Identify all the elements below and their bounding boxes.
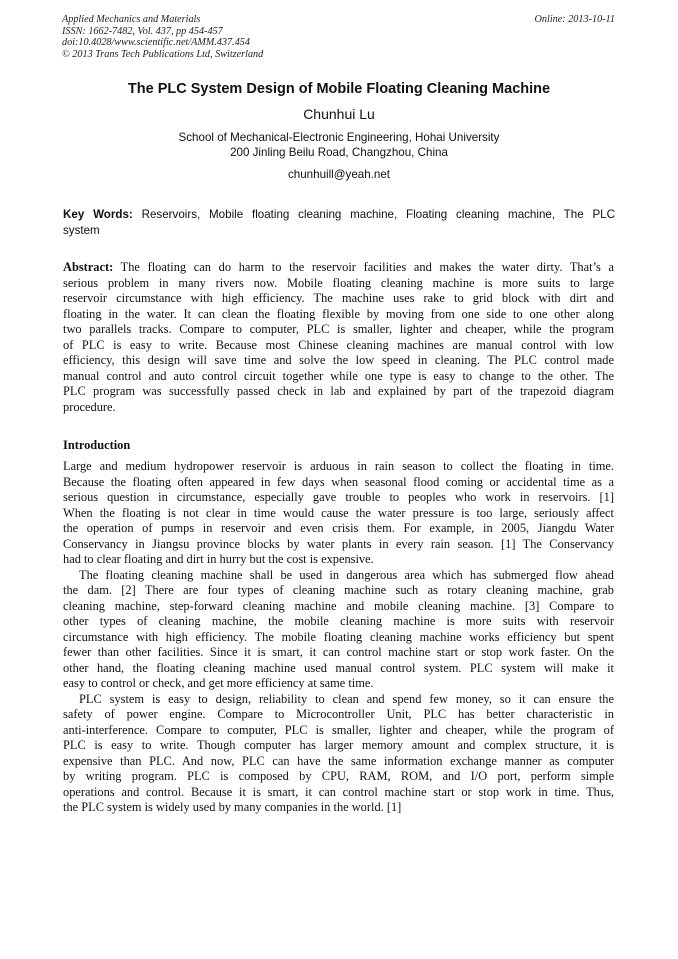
body-line: serious question in circumstance, especially gave trouble to peoples who work in reservoirs. [1]: [63, 490, 614, 504]
body-line: PLC is easy to write. Though computer has larger memory amount and complex structure, it is: [63, 738, 614, 752]
body-line: PLC system is easy to design, reliability to clean and spend few money, so it can ensure the: [79, 691, 614, 706]
body-line: Because the floating often appeared in few days when seasonal flood coming or accidental time as a: [63, 474, 614, 489]
abstract-text: The floating can do harm to the reservoir facilities and makes the water dirty. That’s a: [113, 260, 614, 274]
keywords-line: system: [63, 224, 100, 237]
body-line: by writing program. PLC is composed by CPU, RAM, ROM, and I/O port, perform simple: [63, 769, 614, 783]
body-line: easy to control or check, and get more efficiency at same time.: [63, 676, 374, 690]
body-line: fewer than other facilities. Since it is smart, it can control machine start or stop work faster. On the: [63, 645, 614, 659]
journal-doi: doi:10.4028/www.scientific.net/AMM.437.454: [62, 37, 250, 49]
body-line: cleaning machine, step-forward cleaning machine and mobile cleaning machine. [3] Compare to: [63, 598, 614, 613]
online-date: Online: 2013-10-11: [534, 14, 615, 25]
journal-copyright: © 2013 Trans Tech Publications Ltd, Switzerland: [62, 48, 264, 60]
journal-name: Applied Mechanics and Materials: [62, 14, 201, 25]
body-line: safety of power engine. Compare to Microcontroller Unit, PLC has better characteristic in: [63, 707, 614, 721]
affiliation-line: 200 Jinling Beilu Road, Changzhou, China: [230, 145, 448, 159]
body-line: operations and control. Because it is smart, it can control machine start or stop work in time. Thus,: [63, 784, 614, 799]
keywords-text: Reservoirs, Mobile floating cleaning machine, Floating cleaning machine, The PLC: [132, 208, 615, 221]
journal-issn: ISSN: 1662-7482, Vol. 437, pp 454-457: [62, 25, 223, 37]
abstract-line: reservoir circumstance with high efficiency. The machine uses rake to grid block with dirt and: [63, 291, 614, 305]
abstract-line: of PLC is easy to write. Because most Chinese cleaning machines are manual control with low: [63, 337, 614, 352]
body-line: anti-interference. Compare to computer, PLC is smaller, lighter and cheaper, while the program of: [63, 722, 614, 737]
abstract-line: [63, 260, 614, 276]
abstract-line: floating in the water. It can clean the floating flexible by moving from one side to one other along: [63, 306, 614, 321]
affiliation-line: School of Mechanical-Electronic Engineering, Hohai University: [178, 131, 500, 144]
abstract-label: Abstract:: [63, 260, 114, 274]
author-affiliation: [0, 131, 678, 160]
paper-author: Chunhui Lu: [303, 106, 375, 122]
keywords-label: Key Words:: [63, 208, 133, 221]
abstract-section: [63, 260, 614, 415]
body-line: the operation of pumps in reservoir and even crisis them. For example, in 2005, Jiangdu Water: [63, 521, 614, 535]
author-email: chunhuill@yeah.net: [287, 168, 390, 181]
abstract-line: manual control and auto control circuit together while one type is easy to change to the other. The: [63, 368, 614, 383]
paper-title: The PLC System Design of Mobile Floating Cleaning Machine: [127, 81, 551, 97]
section-heading: Introduction: [63, 438, 131, 452]
journal-header: [62, 14, 263, 60]
abstract-line: two parallels tracks. Compare to computer, PLC is smaller, lighter and cheaper, while the program: [63, 322, 614, 336]
body-line: had to clear floating and dirt in hurry but the cost is expensive.: [63, 552, 374, 566]
keywords-line: [63, 207, 615, 223]
abstract-line: procedure.: [63, 399, 116, 414]
body-line: expensive than PLC. And now, PLC can have the same information exchange manner as computer: [63, 753, 614, 768]
body-line: other types of cleaning machine, the mobile cleaning machine is more suits with reservoir: [63, 614, 614, 628]
body-line: circumstance with high efficiency. The mobile floating cleaning machine works efficiency but spent: [63, 629, 614, 644]
body-line: other hand, the floating cleaning machine used manual control system. PLC system will make it: [63, 660, 614, 675]
body-line: the PLC system is widely used by many companies in the world. [1]: [63, 800, 402, 814]
body-line: the dam. [2] There are four types of cleaning machine such as rotary cleaning machine, grab: [63, 583, 614, 597]
body-line: The floating cleaning machine shall be used in dangerous area which has submerged flow ahead: [79, 567, 614, 582]
abstract-line: serious problem in many rivers now. Mobile floating cleaning machine is more suits to large: [63, 275, 614, 290]
body-line: Conservancy in Jiangsu province blocks by water plants in every rain season. [1] The Conservancy: [63, 536, 614, 551]
introduction-section: [63, 459, 614, 816]
keywords-section: [63, 207, 615, 239]
abstract-line: PLC program was successfully passed check in lab and explained by part of the trapezoid diagram: [63, 384, 614, 398]
abstract-line: efficiency, this design will save time and solve the low speed in cleaning. The PLC control made: [63, 353, 614, 367]
body-line: When the floating is not clear in time would cause the water pressure is too large, seriously affect: [63, 505, 614, 520]
body-line: Large and medium hydropower reservoir is arduous in rain season to collect the floating in time.: [63, 459, 614, 473]
